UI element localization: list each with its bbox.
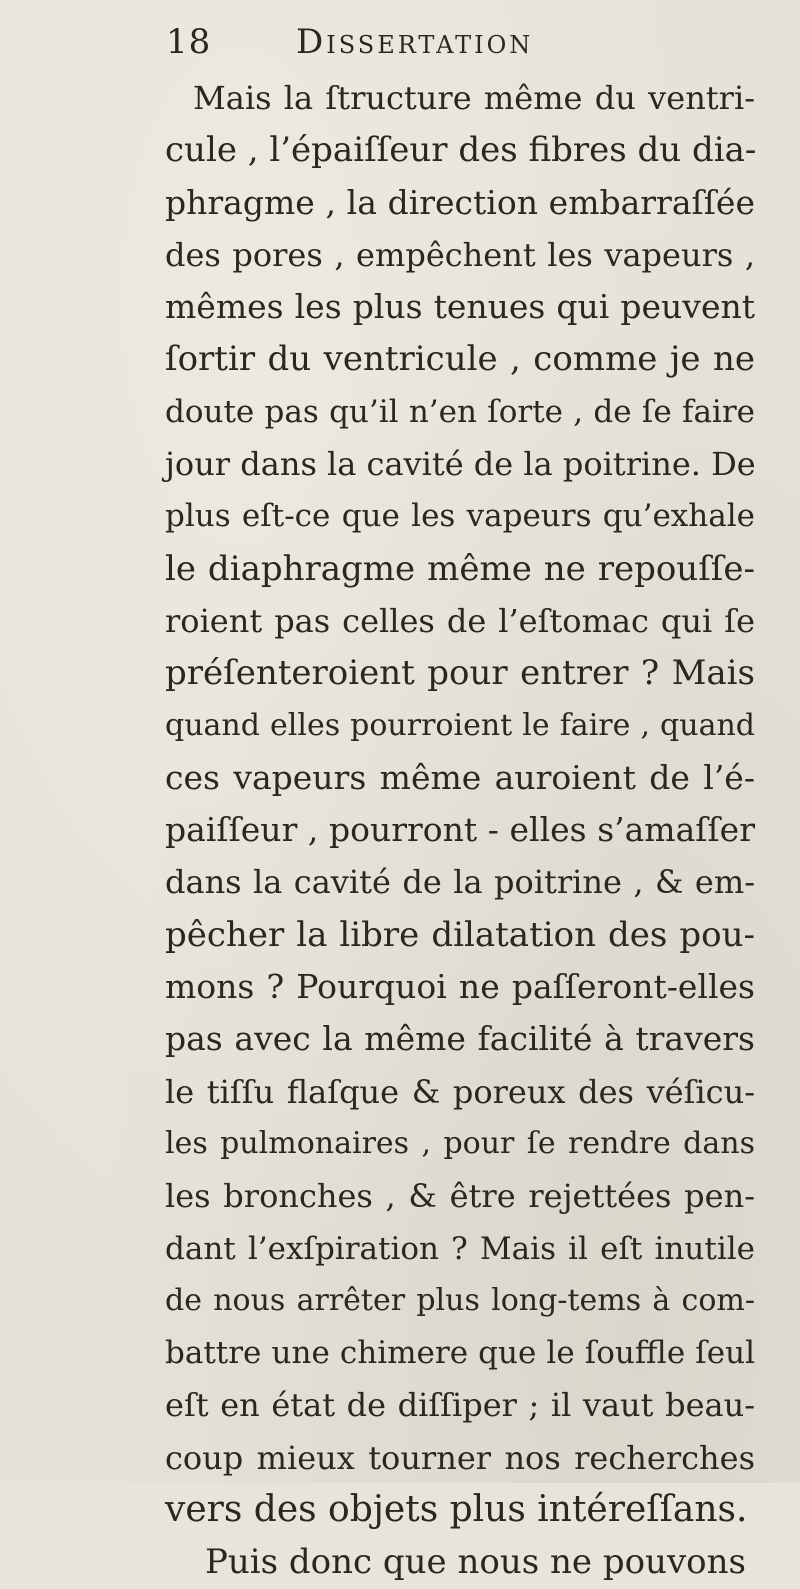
text-line: cule , l’épaiſſeur des fibres du dia- [165,130,757,171]
page-header [166,22,726,72]
text-line: les pulmonaires , pour ſe rendre dans [165,1125,755,1161]
text-line: eſt en état de diſſiper ; il vaut beau- [165,1386,755,1425]
text-line: dant l’exſpiration ? Mais il eſt inutile [165,1230,755,1267]
text-line: ces vapeurs même auroient de l’é- [165,757,755,797]
page-number: 18 [166,22,212,62]
text-line: pas avec la même facilité à travers [165,1019,755,1059]
text-line: Puis donc que nous ne pouvons [205,1542,746,1583]
text-line: le diaphragme même ne repouſſe- [165,548,755,589]
text-line: coup mieux tourner nos recherches [165,1438,755,1477]
text-line: dans la cavité de la poitrine , & em- [165,863,755,902]
text-line: quand elles pourroient le faire , quand [165,707,755,743]
text-line: vers des objets plus intéreſſans. [165,1489,748,1531]
text-line: jour dans la cavité de la poitrine. De [165,445,756,484]
text-line: les bronches , & être rejettées pen- [165,1177,755,1216]
text-line: roient pas celles de l’eſtomac qui ſe [165,601,755,640]
text-line: Mais la ſtructure même du ventri- [193,79,755,117]
text-line: mêmes les plus tenues qui peuvent [165,287,755,327]
text-line: préſenteroient pour entrer ? Mais [165,653,755,694]
text-line: phragme , la direction embarraſſée [165,182,755,222]
running-head: Dissertation [296,22,534,62]
text-line: mons ? Pourquoi ne paſſeront-elles [165,967,755,1007]
text-line: des pores , empêchent les vapeurs , [165,235,755,274]
text-line: battre une chimere que le ſouffle ſeul [165,1335,755,1372]
text-line: doute pas qu’il n’en ſorte , de ſe faire [165,393,755,430]
body-text [165,72,755,1589]
text-line: ſortir du ventricule , comme je ne [165,339,755,380]
text-line: pêcher la libre dilatation des pou- [165,914,755,955]
text-line: le tiſſu flaſque & poreux des véſicu- [165,1072,755,1111]
text-line: paiſſeur , pourront - elles s’amaſſer [165,810,755,850]
text-line: plus eſt-ce que les vapeurs qu’exhale [165,498,755,535]
text-line: de nous arrêter plus long-tems à com- [165,1282,755,1318]
